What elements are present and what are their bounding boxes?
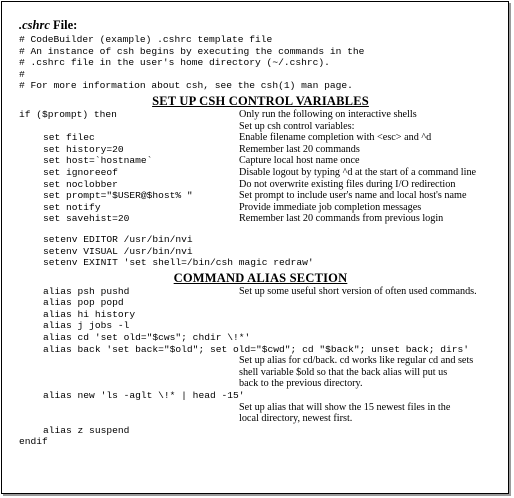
code-text: endif xyxy=(19,436,48,448)
setenv-line: setenv EXINIT 'set shell=/bin/csh magic redraw' xyxy=(43,257,314,269)
code-text: alias cd 'set old="$cws"; chdir \!*' xyxy=(43,332,251,344)
code-row xyxy=(19,390,502,402)
code-comment: Disable logout by typing ^d at the start of a command line xyxy=(239,166,477,178)
code-row xyxy=(19,144,502,156)
setenv-line: setenv EDITOR /usr/bin/nvi xyxy=(43,233,193,245)
alias-list xyxy=(19,286,502,448)
comment-line: # xyxy=(19,68,25,80)
code-comment: Provide immediate job completion messages xyxy=(239,201,422,213)
header-comments xyxy=(19,34,502,92)
code-row xyxy=(19,355,502,367)
code-comment: Only run the following on interactive shells xyxy=(239,108,417,120)
code-text: set history=20 xyxy=(43,143,124,155)
code-row xyxy=(19,425,502,437)
code-row xyxy=(19,378,502,390)
code-text: alias pop popd xyxy=(43,297,124,309)
code-row xyxy=(19,213,502,225)
code-comment: Capture local host name once xyxy=(239,155,360,167)
code-text: set savehist=20 xyxy=(43,213,130,225)
section-heading-control-variables: SET UP CSH CONTROL VARIABLES xyxy=(152,93,369,108)
code-row xyxy=(19,167,502,179)
code-row xyxy=(19,132,502,144)
code-text: if ($prompt) then xyxy=(19,108,117,120)
code-comment: Do not overwrite existing files during I/O redirection xyxy=(239,178,456,190)
code-row xyxy=(19,436,502,448)
code-row xyxy=(19,297,502,309)
code-text: set noclobber xyxy=(43,178,118,190)
code-text: alias back 'set back="$old"; set old="$cwd"; cd "$back"; unset back; dirs' xyxy=(43,343,470,355)
setenv-list xyxy=(19,234,502,269)
code-text: set notify xyxy=(43,201,101,213)
spacer xyxy=(19,225,502,234)
code-comment: Set up some useful short version of often used commands. xyxy=(239,285,477,297)
code-comment: local directory, newest first. xyxy=(239,413,353,425)
document-frame xyxy=(1,1,509,494)
code-row xyxy=(19,332,502,344)
code-text: alias z suspend xyxy=(43,424,130,436)
file-title xyxy=(19,18,502,34)
comment-line: # .cshrc file in the user's home directory (~/.cshrc). xyxy=(19,57,330,69)
code-row xyxy=(19,179,502,191)
comment-line: # An instance of csh begins by executing the commands in the xyxy=(19,45,365,57)
comment-line: # CodeBuilder (example) .cshrc template file xyxy=(19,34,273,45)
code-row xyxy=(19,109,502,121)
code-text: alias psh pushd xyxy=(43,285,130,297)
code-comment: back to the previous directory. xyxy=(239,378,363,390)
code-text: alias j jobs -l xyxy=(43,320,130,332)
code-row xyxy=(19,190,502,202)
code-row xyxy=(19,286,502,298)
code-row xyxy=(19,202,502,214)
file-name: .cshrc xyxy=(19,18,50,32)
setenv-line: setenv VISUAL /usr/bin/nvi xyxy=(43,245,193,257)
code-row xyxy=(19,402,502,414)
code-row xyxy=(19,413,502,425)
code-row xyxy=(19,309,502,321)
code-row xyxy=(19,121,502,133)
code-text: set ignoreeof xyxy=(43,166,118,178)
code-row xyxy=(19,320,502,332)
code-comment: Set up csh control variables: xyxy=(239,120,355,132)
code-comment: Set up alias for cd/back. cd works like regular cd and sets xyxy=(239,355,474,367)
code-row xyxy=(19,155,502,167)
code-comment: Set prompt to include user's name and local host's name xyxy=(239,190,467,202)
code-row xyxy=(19,344,502,356)
code-comment: Set up alias that will show the 15 newest files in the xyxy=(239,401,451,413)
code-comment: Remember last 20 commands from previous login xyxy=(239,213,444,225)
section-heading-command-alias: COMMAND ALIAS SECTION xyxy=(173,270,348,285)
document-content xyxy=(19,18,502,448)
comment-line: # For more information about csh, see the csh(1) man page. xyxy=(19,80,353,92)
code-comment: Remember last 20 commands xyxy=(239,143,360,155)
code-text: set prompt="$USER@$host% " xyxy=(43,190,193,202)
code-text: set filec xyxy=(43,132,95,144)
code-text: set host=`hostname` xyxy=(43,155,153,167)
control-variables-list xyxy=(19,109,502,225)
file-label: File: xyxy=(49,18,78,32)
code-comment: Enable filename completion with <esc> and ^d xyxy=(239,132,432,144)
code-text: alias hi history xyxy=(43,308,136,320)
code-row xyxy=(19,367,502,379)
code-comment: shell variable $old so that the back alias will put us xyxy=(239,366,448,378)
code-text: alias new 'ls -aglt \!* | head -15' xyxy=(43,390,245,402)
